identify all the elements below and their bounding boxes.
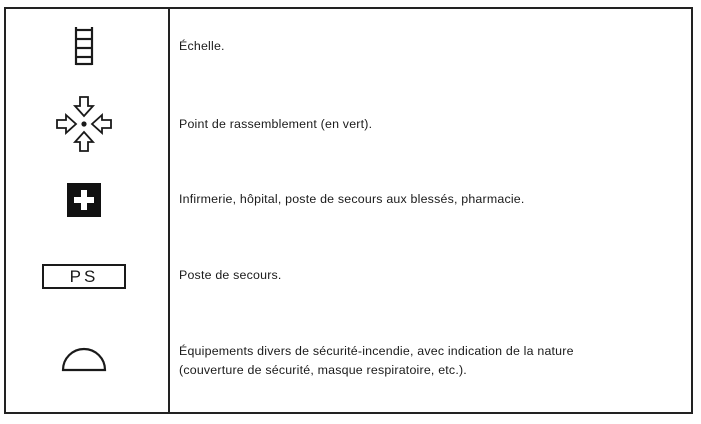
ps-box-icon: PS (42, 264, 126, 289)
assembly-point-icon (54, 94, 114, 154)
first-aid-cross-icon (67, 183, 101, 217)
row-ladder-text: Échelle. (179, 39, 225, 53)
row-ladder-symbol (22, 24, 146, 68)
row-assembly-text: Point de rassemblement (en vert). (179, 117, 373, 131)
ladder-icon (73, 26, 95, 66)
row-first-aid-symbol (22, 182, 146, 218)
fire-equipment-line-2: (couverture de sécurité, masque respiratoire, etc.). (179, 363, 467, 377)
row-assembly-symbol (22, 94, 146, 154)
row-fire-equipment-symbol (22, 340, 146, 376)
column-divider (168, 8, 170, 414)
row-first-aid-text: Infirmerie, hôpital, poste de secours aux blessés, pharmacie. (179, 192, 525, 206)
row-ps-symbol (22, 261, 146, 291)
half-circle-icon (61, 344, 107, 372)
row-fire-equipment-text (179, 342, 689, 380)
fire-equipment-line-1: Équipements divers de sécurité-incendie, avec indication de la nature (179, 344, 574, 358)
row-ps-text: Poste de secours. (179, 268, 282, 282)
